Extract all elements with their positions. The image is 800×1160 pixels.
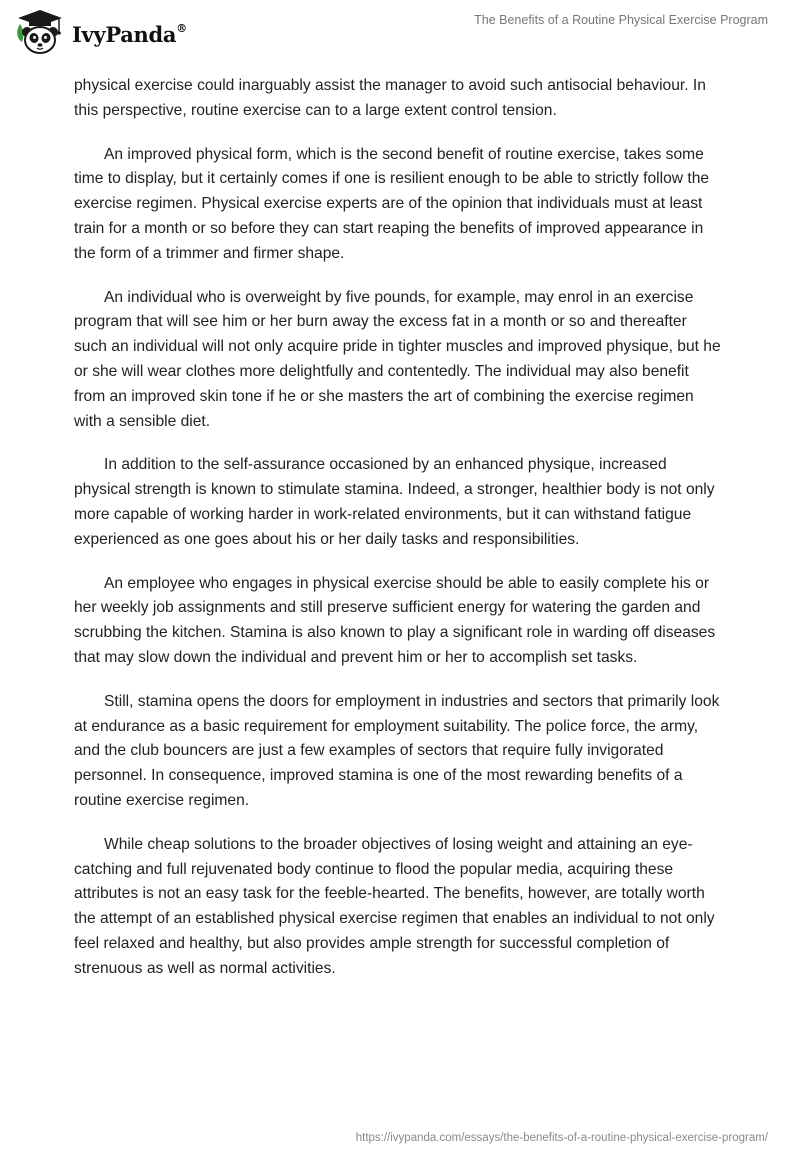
ivypanda-logo[interactable] (14, 8, 187, 56)
document-title: The Benefits of a Routine Physical Exercise Program (474, 13, 768, 27)
registered-mark: ® (176, 21, 187, 35)
panda-graduate-icon (14, 8, 66, 56)
paragraph: In addition to the self-assurance occasioned by an enhanced physique, increased physical strength is known to stimulate stamina. Indeed, a stronger, healthier body is not only more capable of working harder in work-related environments, but it can withstand fatigue experienced as one goes about his or her daily tasks and responsibilities. (74, 456, 715, 548)
essay-body (74, 74, 724, 1001)
source-url[interactable]: https://ivypanda.com/essays/the-benefits-of-a-routine-physical-exercise-program/ (355, 1132, 768, 1144)
page-header (0, 0, 800, 62)
paragraph: An individual who is overweight by five pounds, for example, may enrol in an exercise program that will see him or her burn away the excess fat in a month or so and thereafter such an individual will not only acquire pride in tighter muscles and improved physique, but he or she will wear clothes more delightfully and contentedly. The individual may also benefit from an improved skin tone if he or she masters the art of combining the exercise regimen with a sensible diet. (74, 288, 721, 430)
paragraph: An improved physical form, which is the second benefit of routine exercise, takes some time to display, but it certainly comes if one is resilient enough to be able to strictly follow the exercise regimen. Physical exercise experts are of the opinion that individuals must at least train for a month or so before they can start reaping the benefits of improved appearance in the form of a trimmer and firmer shape. (74, 145, 710, 262)
paragraph: While cheap solutions to the broader objectives of losing weight and attaining an eye-catching and full rejuvenated body continue to flood the popular media, acquiring these attributes is not an easy task for the feeble-hearted. The benefits, however, are totally worth the attempt of an established physical exercise regimen that enables an individual to not only feel relaxed and healthy, but also provides ample strength for successful completion of strenuous as well as normal activities. (74, 835, 715, 977)
paragraph: An employee who engages in physical exercise should be able to easily complete his or her weekly job assignments and still preserve sufficient energy for watering the garden and scrubbing the kitchen. Stamina is also known to play a significant role in warding off diseases that may slow down the individual and prevent him or her to accomplish set tasks. (74, 574, 716, 666)
brand-name: IvyPanda® (72, 21, 187, 47)
paragraph: Still, stamina opens the doors for employment in industries and sectors that primarily look at endurance as a basic requirement for employment suitability. The police force, the army, and the club bouncers are just a few examples of sectors that require fully invigorated personnel. In consequence, improved stamina is one of the most rewarding benefits of a routine exercise regimen. (74, 692, 720, 809)
paragraph: physical exercise could inarguably assist the manager to avoid such antisocial behaviour. In this perspective, routine exercise can to a large extent control tension. (74, 77, 706, 119)
